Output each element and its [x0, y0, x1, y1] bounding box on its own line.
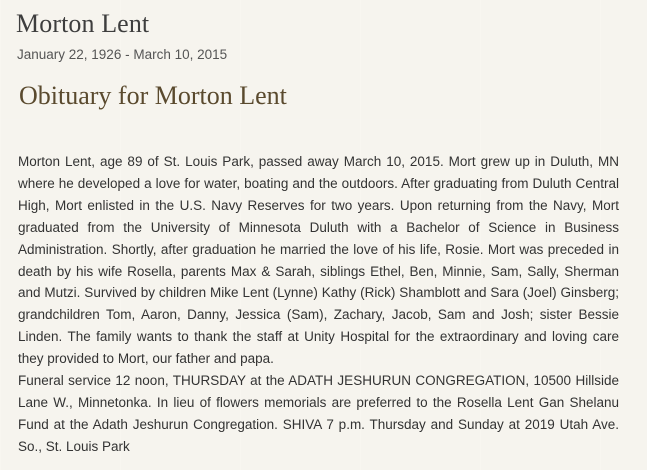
page-title: Morton Lent	[16, 9, 150, 38]
obituary-title: Obituary for Morton Lent	[19, 81, 287, 110]
obituary-paragraph-2: Funeral service 12 noon, THURSDAY at the ADATH JESHURUN CONGREGATION, 10500 Hillside Lane W., Minnetonka. In lieu of flowers memorials are preferred to the Rosella Lent Gan Shelanu Fund at the Adath Jeshurun Congregation. SHIVA 7 p.m. Thursday and Sunday at 2019 Utah Ave. So., St. Louis Park	[18, 373, 619, 454]
obituary-paragraph-1: Morton Lent, age 89 of St. Louis Park, passed away March 10, 2015. Mort grew up in Duluth, MN where he developed a love for water, boating and the outdoors. After graduating from Duluth Central High, Mort enlisted in the U.S. Navy Reserves for two years. Upon returning from the Navy, Mort graduated from the University of Minnesota Duluth with a Bachelor of Science in Business Administration. Shortly, after graduation he married the love of his life, Rosie. Mort was preceded in death by his wife Rosella, parents Max & Sarah, siblings Ethel, Ben, Minnie, Sam, Sally, Sherman and Mutzi. Survived by children Mike Lent (Lynne) Kathy (Rick) Shamblott and Sara (Joel) Ginsberg; grandchildren Tom, Aaron, Danny, Jessica (Sam), Zachary, Jacob, Sam and Josh; sister Bessie Linden. The family wants to thank the staff at Unity Hospital for the extraordinary and loving care they provided to Mort, our father and papa.	[18, 154, 619, 367]
obituary-body	[18, 151, 619, 458]
life-dates: January 22, 1926 - March 10, 2015	[17, 47, 228, 62]
